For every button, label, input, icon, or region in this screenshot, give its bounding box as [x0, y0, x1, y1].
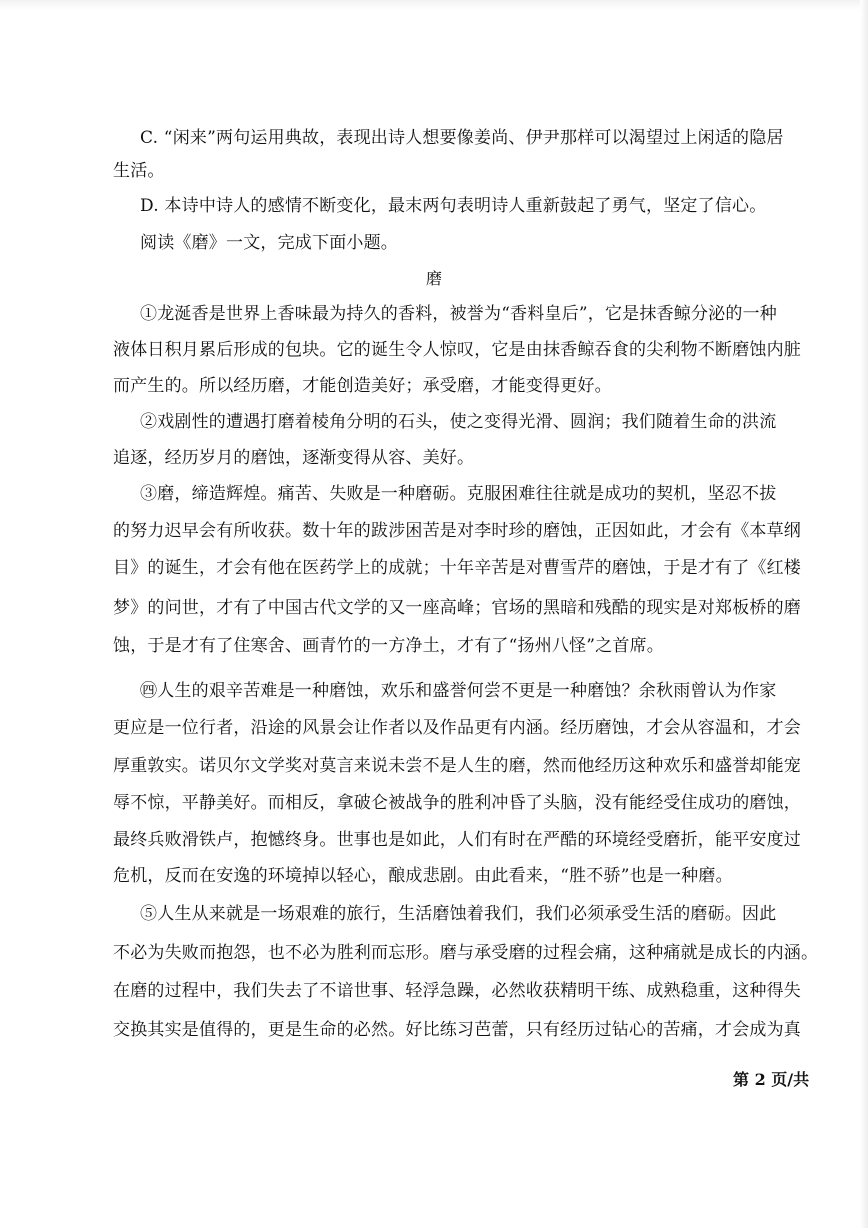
paragraph-3-line: 梦》的问世，才有了中国古代文学的又一座高峰；官场的黑暗和残酷的现实是对郑板桥的磨	[113, 598, 801, 618]
page-number-footer: 第 2 页/共	[733, 1070, 810, 1089]
paragraph-4-line: 厚重敦实。诺贝尔文学奖对莫言来说未尝不是人生的磨，然而他经历这种欢乐和盛誉却能宠	[113, 756, 801, 776]
paragraph-3-line: 的努力迟早会有所收获。数十年的跋涉困苦是对李时珍的磨蚀，正因如此，才会有《本草纲	[113, 521, 801, 541]
paragraph-2-line: 追逐，经历岁月的磨蚀，逐渐变得从容、美好。	[113, 448, 475, 468]
option-c-line-1: C. “闲来”两句运用典故，表现出诗人想要像姜尚、伊尹那样可以渴望过上闲适的隐居	[140, 128, 784, 148]
paragraph-1-line: 而产生的。所以经历磨，才能创造美好；承受磨，才能变得更好。	[113, 376, 612, 396]
paragraph-3-line: 蚀，于是才有了住寒舍、画青竹的一方净土，才有了“扬州八怪”之首席。	[113, 636, 664, 656]
paragraph-4-line: 辱不惊，平静美好。而相反，拿破仑被战争的胜利冲昏了头脑，没有能经受住成功的磨蚀，	[113, 793, 801, 813]
paragraph-5-line: 交换其实是值得的，更是生命的必然。好比练习芭蕾，只有经历过钻心的苦痛，才会成为真	[113, 1020, 801, 1040]
paragraph-3-line: 目》的诞生，才会有他在医药学上的成就；十年辛苦是对曹雪芹的磨蚀，于是才有了《红楼	[113, 558, 801, 578]
scan-edge-top	[0, 0, 868, 10]
paragraph-3-line: ③磨，缔造辉煌。痛苦、失败是一种磨砺。克服困难往往就是成功的契机，坚忍不拔	[140, 484, 777, 504]
paragraph-1-line: 液体日积月累后形成的包块。它的诞生令人惊叹，它是由抹香鲸吞食的尖利物不断磨蚀内脏	[113, 340, 801, 360]
paragraph-1-line: ①龙涎香是世界上香味最为持久的香料，被誉为“香料皇后”，它是抹香鲸分泌的一种	[140, 304, 777, 324]
paragraph-5-line: 在磨的过程中，我们失去了不谙世事、轻浮急躁，必然收获精明干练、成熟稳重，这种得失	[113, 981, 801, 1001]
paragraph-5-line: 不必为失败而抱怨，也不必为胜利而忘形。磨与承受磨的过程会痛，这种痛就是成长的内涵。	[113, 943, 819, 963]
scan-edge-right	[860, 0, 868, 1228]
paragraph-4-line: 最终兵败滑铁卢，抱憾终身。世事也是如此，人们有时在严酷的环境经受磨折，能平安度过	[113, 830, 801, 850]
paragraph-4-line: 危机，反而在安逸的环境掉以轻心，酿成悲剧。由此看来，“胜不骄”也是一种磨。	[113, 866, 733, 886]
option-d-line: D. 本诗中诗人的感情不断变化，最末两句表明诗人重新鼓起了勇气，坚定了信心。	[140, 196, 767, 216]
paragraph-2-line: ②戏剧性的遭遇打磨着棱角分明的石头，使之变得光滑、圆润；我们随着生命的洪流	[140, 412, 777, 432]
reading-instruction: 阅读《磨》一文，完成下面小题。	[140, 233, 398, 253]
option-c-line-2: 生活。	[113, 161, 165, 181]
paragraph-4-line: 更应是一位行者，沿途的风景会让作者以及作品更有内涵。经历磨蚀，才会从容温和，才会	[113, 718, 801, 738]
paragraph-5-line: ⑤人生从来就是一场艰难的旅行，生活磨蚀着我们，我们必须承受生活的磨砺。因此	[140, 904, 777, 924]
paragraph-4-line: ㊃人生的艰辛苦难是一种磨蚀，欢乐和盛誉何尝不更是一种磨蚀？余秋雨曾认为作家	[140, 681, 777, 701]
article-title: 磨	[425, 269, 442, 288]
